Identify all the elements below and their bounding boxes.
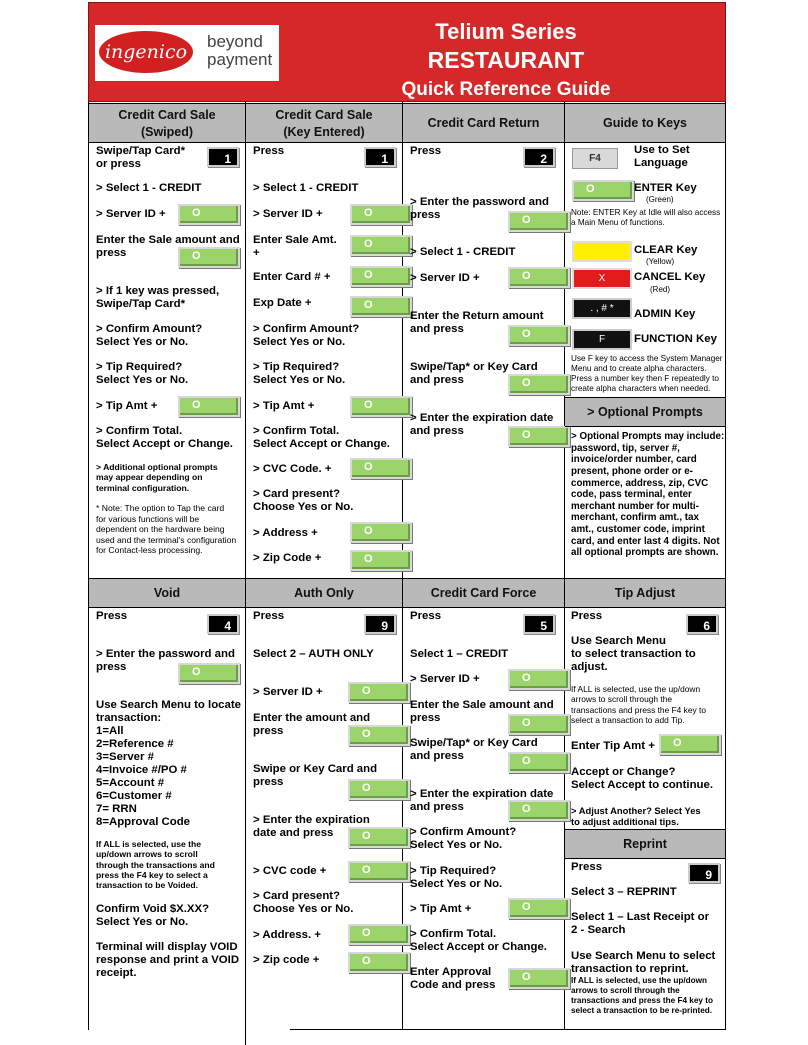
- key-4: 4: [207, 614, 239, 634]
- enter-key: O: [178, 247, 240, 268]
- logo-tagline: beyond payment: [207, 32, 273, 69]
- key-1: 1: [364, 147, 396, 167]
- key-1: 1: [207, 147, 239, 167]
- section-header-tip-adjust: Tip Adjust: [565, 578, 725, 608]
- section-header-auth-only: Auth Only: [246, 578, 402, 608]
- enter-key: O: [348, 682, 410, 703]
- enter-key: O: [348, 952, 410, 973]
- admin-key: . , # *: [572, 298, 632, 319]
- frame-right-border: [725, 102, 726, 1030]
- section-header-void: Void: [89, 578, 245, 608]
- enter-key: O: [348, 725, 410, 746]
- title-quick-reference: Quick Reference Guide: [401, 79, 611, 100]
- enter-key: O: [178, 663, 240, 684]
- enter-key: O: [508, 752, 570, 773]
- function-key: F: [572, 329, 632, 350]
- f4-key: F4: [572, 148, 618, 169]
- enter-key: O: [350, 458, 412, 479]
- enter-key: O: [508, 968, 570, 989]
- title-series: Telium Series: [435, 19, 577, 44]
- cancel-key-red: X: [572, 268, 632, 289]
- enter-key-green: O: [572, 180, 634, 201]
- key-9: 9: [688, 863, 720, 883]
- enter-key: O: [508, 426, 570, 447]
- key-2: 2: [523, 147, 555, 167]
- enter-key: O: [508, 714, 570, 735]
- enter-key: O: [350, 522, 412, 543]
- enter-key: O: [350, 550, 412, 571]
- enter-key: O: [178, 204, 240, 225]
- enter-key: O: [508, 374, 570, 395]
- enter-key: O: [508, 800, 570, 821]
- column-divider-3: [564, 102, 565, 1030]
- enter-key: O: [508, 898, 570, 919]
- frame-left-border: [88, 102, 89, 1030]
- enter-key: O: [348, 827, 410, 848]
- enter-key: O: [508, 267, 570, 288]
- enter-key: O: [350, 235, 412, 256]
- enter-key: O: [350, 266, 412, 287]
- key-6: 6: [686, 614, 718, 634]
- enter-key: O: [508, 669, 570, 690]
- ingenico-logo: ingenico: [99, 31, 193, 73]
- enter-key: O: [350, 296, 412, 317]
- section-header-force: Credit Card Force: [403, 578, 564, 608]
- enter-key: O: [659, 734, 721, 755]
- clear-key-yellow: [572, 241, 632, 262]
- section-header-return: Credit Card Return: [403, 103, 564, 143]
- section-header-guide-keys: Guide to Keys: [565, 103, 725, 143]
- enter-key: O: [348, 779, 410, 800]
- column-divider-1: [245, 102, 246, 1045]
- enter-key: O: [508, 211, 570, 232]
- key-5: 5: [523, 614, 555, 634]
- section-header-optional-prompts: > Optional Prompts: [565, 397, 725, 427]
- enter-key: O: [348, 924, 410, 945]
- enter-key: O: [350, 204, 412, 225]
- section-header-sale-swiped: Credit Card Sale (Swiped): [89, 103, 245, 143]
- section-header-sale-keyed: Credit Card Sale (Key Entered): [246, 103, 402, 143]
- title-restaurant: RESTAURANT: [427, 47, 585, 73]
- enter-key: O: [178, 396, 240, 417]
- brand-logo: [95, 25, 279, 81]
- frame-bottom-border: [290, 1029, 726, 1030]
- enter-key: O: [350, 396, 412, 417]
- header-banner: [88, 2, 726, 102]
- key-9: 9: [364, 614, 396, 634]
- section-header-reprint: Reprint: [565, 829, 725, 859]
- enter-key: O: [508, 325, 570, 346]
- enter-key: O: [348, 861, 410, 882]
